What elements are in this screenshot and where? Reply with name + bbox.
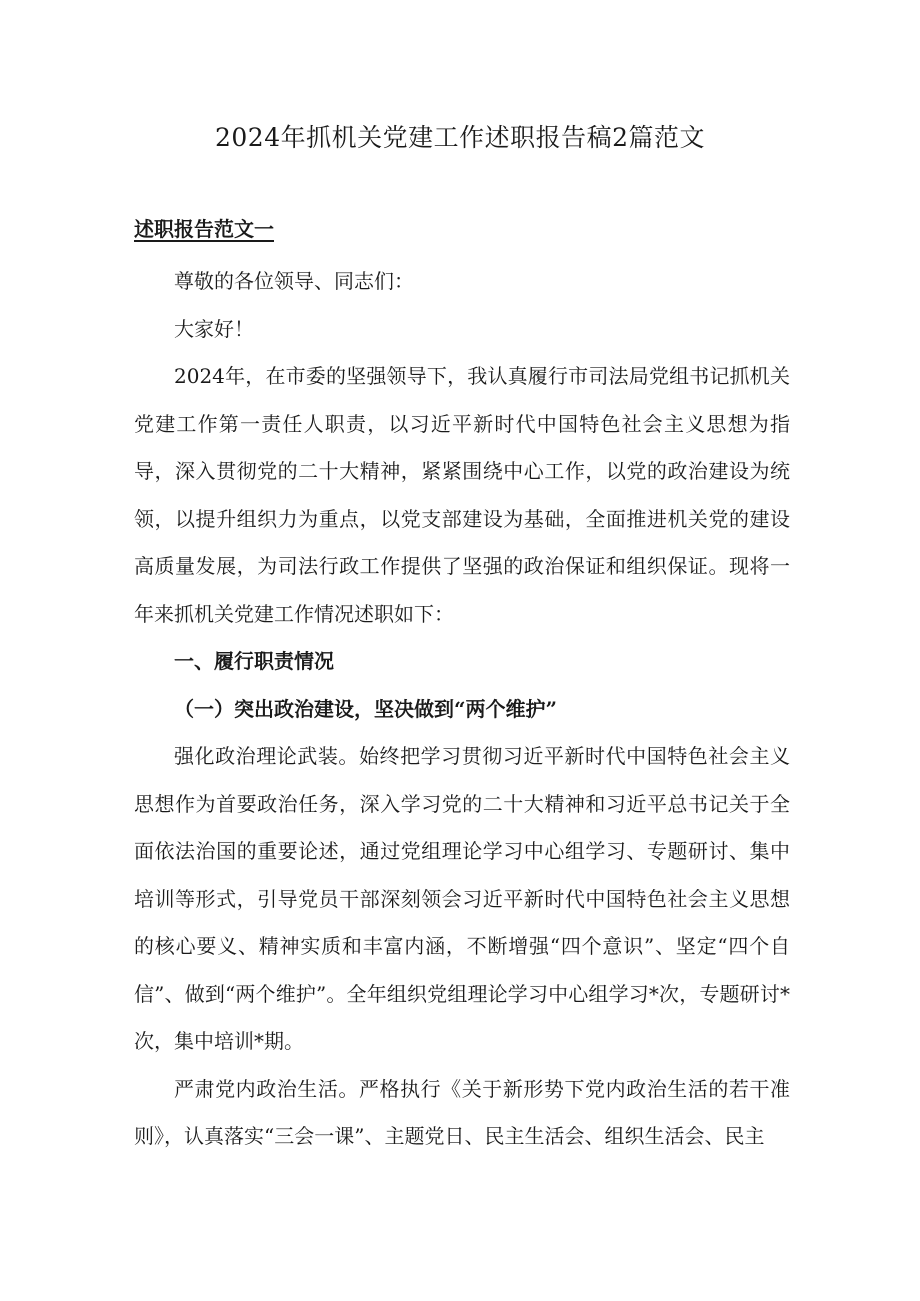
- section-heading: 述职报告范文一: [134, 217, 274, 241]
- intro-paragraph: 2024年，在市委的坚强领导下，我认真履行市司法局党组书记抓机关党建工作第一责任人职责，以习近平新时代中国特色社会主义思想为指导，深入贯彻党的二十大精神，紧紧围绕中心工作，以党的政治建设为统领，以提升组织力为重点，以党支部建设为基础，全面推进机关党的建设高质量发展，为司法行政工作提供了坚强的政治保证和组织保证。现将一年来抓机关党建工作情况述职如下：: [134, 364, 790, 626]
- salutation: 尊敬的各位领导、同志们：: [174, 269, 414, 293]
- body-paragraph-continued: 严肃党内政治生活。严格执行《关于新形势下党内政治生活的若干准则》，认真落实“三会一课”、主题党日、民主生活会、组织生活会、民主: [134, 1076, 790, 1148]
- document-title: 2024年抓机关党建工作述职报告稿2篇范文: [214, 123, 706, 152]
- subsection-heading: （一）突出政治建设，坚决做到“两个维护”: [174, 696, 558, 721]
- document-body: [134, 258, 790, 1161]
- chapter-heading: 一、履行职责情况: [174, 649, 334, 673]
- body-paragraph: 强化政治理论武装。始终把学习贯彻习近平新时代中国特色社会主义思想作为首要政治任务，深入学习党的二十大精神和习近平总书记关于全面依法治国的重要论述，通过党组理论学习中心组学习、专题研讨、集中培训等形式，引导党员干部深刻领会习近平新时代中国特色社会主义思想的核心要义、精神实质和丰富内涵，不断增强“四个意识”、坚定“四个自信”、做到“两个维护”。全年组织党组理论学习中心组学习*次，专题研讨*次，集中培训*期。: [134, 744, 790, 1053]
- greeting: 大家好！: [174, 316, 254, 341]
